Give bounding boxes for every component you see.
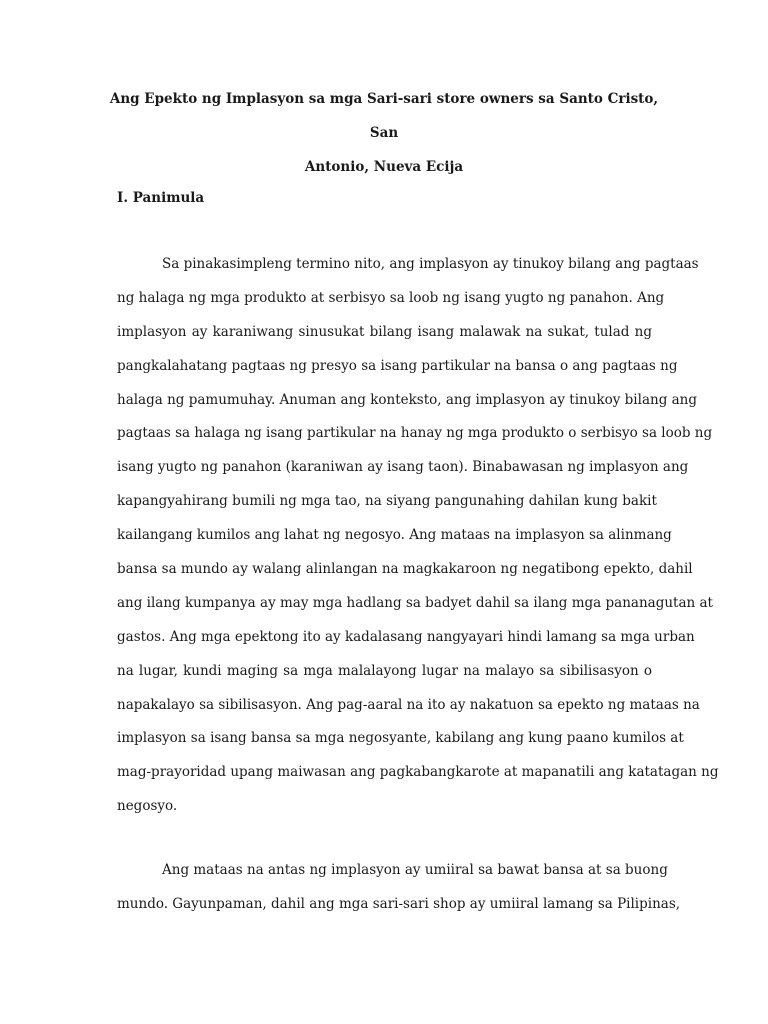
paragraph-line: isang yugto ng panahon (karaniwan ay isang taon). Binabawasan ng implasyon ang [117, 459, 689, 476]
paragraph-line: na lugar, kundi maging sa mga malalayong lugar na malayo sa sibilisasyon o [117, 662, 652, 679]
paragraph-line: halaga ng pamumuhay. Anuman ang konteksto, ang implasyon ay tinukoy bilang ang [117, 391, 698, 408]
paragraph-line: pangkalahatang pagtaas ng presyo sa isang partikular na bansa o ang pagtaas ng [117, 357, 678, 374]
paragraph-line: negosyo. [117, 798, 178, 815]
section-heading: I. Panimula [117, 190, 205, 206]
paragraph-line: implasyon ay karaniwang sinusukat bilang isang malawak na sukat, tulad ng [117, 323, 652, 340]
document-title [100, 82, 668, 184]
paragraph-1 [117, 248, 719, 824]
paragraph-line: Ang mataas na antas ng implasyon ay umiiral sa bawat bansa at sa buong [162, 862, 668, 878]
paragraph-line: napakalayo sa sibilisasyon. Ang pag-aaral na ito ay nakatuon sa epekto ng mataas na [117, 696, 700, 713]
paragraph-line: bansa sa mundo ay walang alinlangan na magkakaroon ng negatibong epekto, dahil [117, 561, 693, 578]
paragraph-line: kailangang kumilos ang lahat ng negosyo. Ang mataas na implasyon sa alinmang [117, 527, 672, 544]
paragraph-2 [117, 854, 681, 922]
paragraph-line: pagtaas sa halaga ng isang partikular na hanay ng mga produkto o serbisyo sa loob ng [117, 425, 713, 442]
paragraph-line: ang ilang kumpanya ay may mga hadlang sa badyet dahil sa ilang mga pananagutan at [117, 594, 713, 611]
paragraph-line: gastos. Ang mga epektong ito ay kadalasang nangyayari hindi lamang sa mga urban [117, 628, 695, 645]
title-line-2: Antonio, Nueva Ecija [304, 159, 464, 175]
paragraph-line: mundo. Gayunpaman, dahil ang mga sari-sari shop ay umiiral lamang sa Pilipinas, [117, 895, 681, 912]
paragraph-line: implasyon sa isang bansa sa mga negosyante, kabilang ang kung paano kumilos at [117, 730, 684, 747]
paragraph-line: kapangyahirang bumili ng mga tao, na siyang pangunahing dahilan kung bakit [117, 493, 657, 510]
paragraph-line: mag-prayoridad upang maiwasan ang pagkabangkarote at mapanatili ang katatagan ng [117, 764, 719, 781]
paragraph-line: ng halaga ng mga produkto at serbisyo sa loob ng isang yugto ng panahon. Ang [117, 289, 665, 306]
paragraph-line: Sa pinakasimpleng termino nito, ang implasyon ay tinukoy bilang ang pagtaas [162, 256, 699, 272]
title-line-1: Ang Epekto ng Implasyon sa mga Sari-sari store owners sa Santo Cristo, San [109, 91, 659, 141]
